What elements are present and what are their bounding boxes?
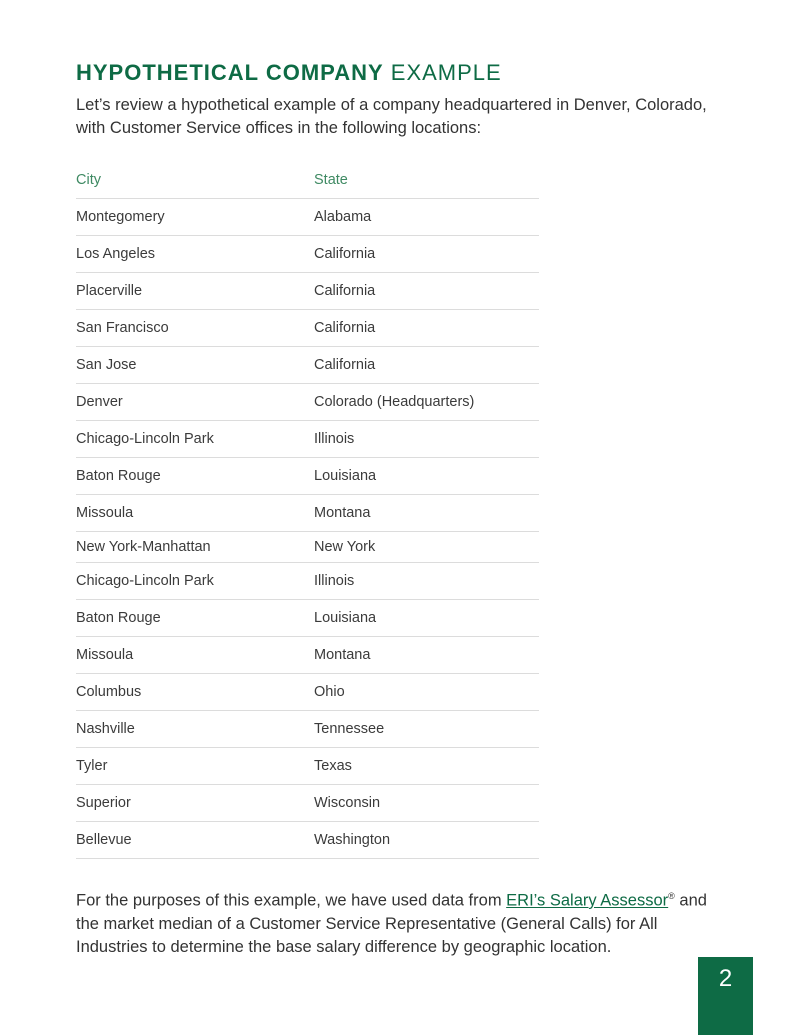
table-row <box>76 495 539 532</box>
state-cell: New York <box>314 539 376 555</box>
state-cell: Tennessee <box>314 721 385 737</box>
city-cell: Los Angeles <box>76 246 156 262</box>
salary-assessor-link[interactable]: ERI’s Salary Assessor <box>506 891 669 910</box>
locations-table <box>76 162 539 859</box>
city-cell: Bellevue <box>76 832 132 848</box>
table-row <box>76 711 539 748</box>
city-cell: Columbus <box>76 684 142 700</box>
city-cell: New York-Manhattan <box>76 539 211 555</box>
table-row <box>76 199 539 236</box>
heading-bold: HYPOTHETICAL COMPANY <box>76 60 384 85</box>
city-cell: Missoula <box>76 647 134 663</box>
closing-paragraph <box>76 885 716 959</box>
state-cell: Illinois <box>314 573 355 589</box>
city-cell: Tyler <box>76 758 108 774</box>
table-row <box>76 532 539 563</box>
table-row <box>76 347 539 384</box>
city-cell: Baton Rouge <box>76 610 161 626</box>
state-cell: California <box>314 283 376 299</box>
column-header-state: State <box>314 172 348 188</box>
registered-mark: ® <box>668 891 675 901</box>
closing-text-start: For the purposes of this example, we have used data from <box>76 891 507 910</box>
table-row <box>76 785 539 822</box>
table-header-row <box>76 162 539 199</box>
city-cell: San Francisco <box>76 320 169 336</box>
state-cell: Louisiana <box>314 610 377 626</box>
table-row <box>76 273 539 310</box>
table-row <box>76 310 539 347</box>
city-cell: San Jose <box>76 357 137 373</box>
table-row <box>76 600 539 637</box>
state-cell: Texas <box>314 758 352 774</box>
table-row <box>76 384 539 421</box>
state-cell: Washington <box>314 832 391 848</box>
state-cell: California <box>314 320 376 336</box>
closing-text-end: and the market median of a Customer Service Representative (General Calls) for All Industries to determine the base salary difference by geographic location. <box>76 891 707 956</box>
state-cell: Illinois <box>314 431 355 447</box>
city-cell: Nashville <box>76 721 135 737</box>
state-cell: Alabama <box>314 209 372 225</box>
state-cell: Montana <box>314 647 371 663</box>
page-number: 2 <box>718 965 733 992</box>
table-row <box>76 458 539 495</box>
state-cell: Ohio <box>314 684 345 700</box>
city-cell: Chicago-Lincoln Park <box>76 431 214 447</box>
city-cell: Baton Rouge <box>76 468 161 484</box>
state-cell: Louisiana <box>314 468 377 484</box>
column-header-city: City <box>76 172 101 188</box>
page-number-tab <box>698 957 753 1035</box>
state-cell: Colorado (Headquarters) <box>314 394 475 410</box>
table-row <box>76 748 539 785</box>
page-heading <box>76 60 502 86</box>
heading-light: EXAMPLE <box>390 60 502 85</box>
city-cell: Montegomery <box>76 209 165 225</box>
table-row <box>76 421 539 458</box>
state-cell: Montana <box>314 505 371 521</box>
table-row <box>76 674 539 711</box>
city-cell: Placerville <box>76 283 143 299</box>
city-cell: Denver <box>76 394 123 410</box>
state-cell: Wisconsin <box>314 795 381 811</box>
table-row <box>76 563 539 600</box>
table-row <box>76 637 539 674</box>
table-row <box>76 822 539 859</box>
state-cell: California <box>314 357 376 373</box>
city-cell: Chicago-Lincoln Park <box>76 573 214 589</box>
state-cell: California <box>314 246 376 262</box>
intro-paragraph: Let’s review a hypothetical example of a company headquartered in Denver, Colorado, with Customer Service offices in the following locations: <box>76 96 707 137</box>
table-row <box>76 236 539 273</box>
city-cell: Missoula <box>76 505 134 521</box>
city-cell: Superior <box>76 795 131 811</box>
